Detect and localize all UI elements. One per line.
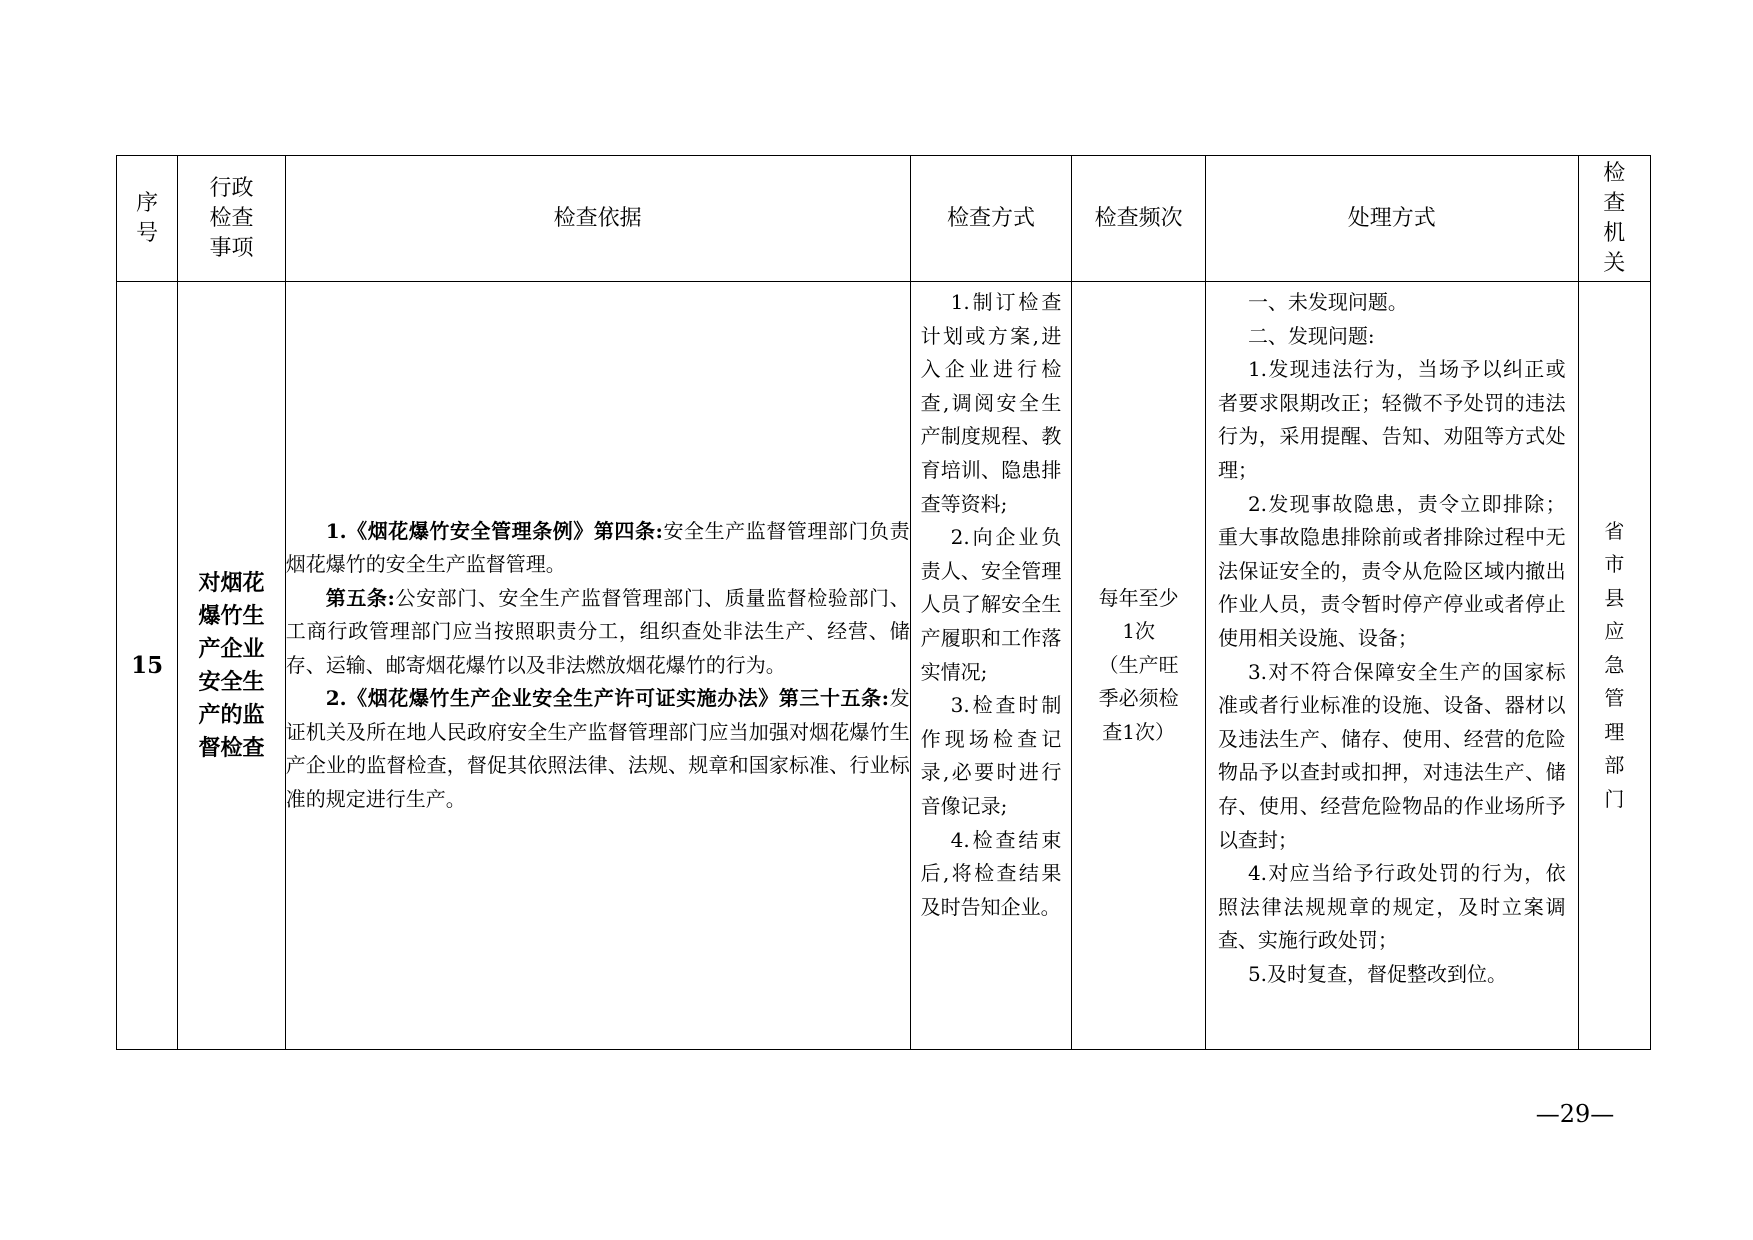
handling-item: 3.对不符合保障安全生产的国家标准或者行业标准的设施、设备、器材以及违法生产、储存、使用、经营的危险物品予以查封或扣押，对违法生产、储存、使用、经营危险物品的作业场所予以查封； — [1217, 659, 1566, 852]
row-inspection-basis — [285, 282, 910, 1050]
method-step: 4.检查结束后,将检查结果及时告知企业。 — [920, 827, 1062, 919]
row-inspection-item: 对烟花 爆竹生 产企业 安全生 产的监 督检查 — [178, 282, 285, 1050]
handling-item: 4.对应当给予行政处罚的行为，依照法律法规规章的规定，及时立案调查、实施行政处罚； — [1217, 861, 1566, 953]
basis-paragraph: 2.《烟花爆竹生产企业安全生产许可证实施办法》第三十五条:发证机关及所在地人民政府安全生产监督管理部门应当加强对烟花爆竹生产企业的监督检查，督促其依照法律、法规、规章和国家标准、行业标准的规定进行生产。 — [285, 686, 910, 811]
handling-item: 5.及时复查，督促整改到位。 — [1247, 961, 1508, 986]
header-authority: 检 查 机 关 — [1578, 156, 1650, 282]
table-header-row — [117, 156, 1651, 282]
method-step: 2.向企业负责人、安全管理人员了解安全生产履职和工作落实情况; — [920, 525, 1062, 684]
header-frequency: 检查频次 — [1072, 156, 1206, 282]
handling-item: 一、未发现问题。 — [1247, 290, 1408, 314]
handling-item: 2.发现事故隐患，责令立即排除；重大事故隐患排除前或者排除过程中无法保证安全的，责令从危险区域内撤出作业人员，责令暂时停产停业或者停止使用相关设施、设备； — [1217, 491, 1566, 650]
row-seq-number: 15 — [117, 282, 178, 1050]
handling-item: 二、发现问题: — [1247, 323, 1375, 348]
row-inspection-method — [910, 282, 1072, 1050]
basis-paragraph: 1.《烟花爆竹安全管理条例》第四条:安全生产监督管理部门负责烟花爆竹的安全生产监督管理。 — [285, 518, 910, 577]
header-item: 行政 检查 事项 — [178, 156, 285, 282]
method-step: 1.制订检查计划或方案,进入企业进行检查,调阅安全生产制度规程、教育培训、隐患排查等资料; — [920, 290, 1062, 516]
row-handling-method — [1205, 282, 1578, 1050]
header-method: 检查方式 — [910, 156, 1072, 282]
header-seq: 序 号 — [117, 156, 178, 282]
method-step: 3.检查时制作现场检查记录,必要时进行音像记录; — [920, 693, 1062, 818]
basis-paragraph: 第五条:公安部门、安全生产监督管理部门、质量监督检验部门、工商行政管理部门应当按照职责分工，组织查处非法生产、经营、储存、运输、邮寄烟花爆竹以及非法燃放烟花爆竹的行为。 — [285, 585, 910, 677]
row-inspection-frequency: 每年至少 1次 （生产旺 季必须检 查1次） — [1072, 282, 1206, 1050]
header-handling: 处理方式 — [1205, 156, 1578, 282]
handling-item: 1.发现违法行为，当场予以纠正或者要求限期改正；轻微不予处罚的违法行为，采用提醒、告知、劝阻等方式处理； — [1217, 357, 1566, 482]
inspection-table — [116, 155, 1651, 1050]
table-row — [117, 282, 1651, 1050]
page-number: —29— — [1535, 1100, 1615, 1128]
header-basis: 检查依据 — [285, 156, 910, 282]
row-inspection-authority: 省 市 县 应 急 管 理 部 门 — [1578, 282, 1650, 1050]
